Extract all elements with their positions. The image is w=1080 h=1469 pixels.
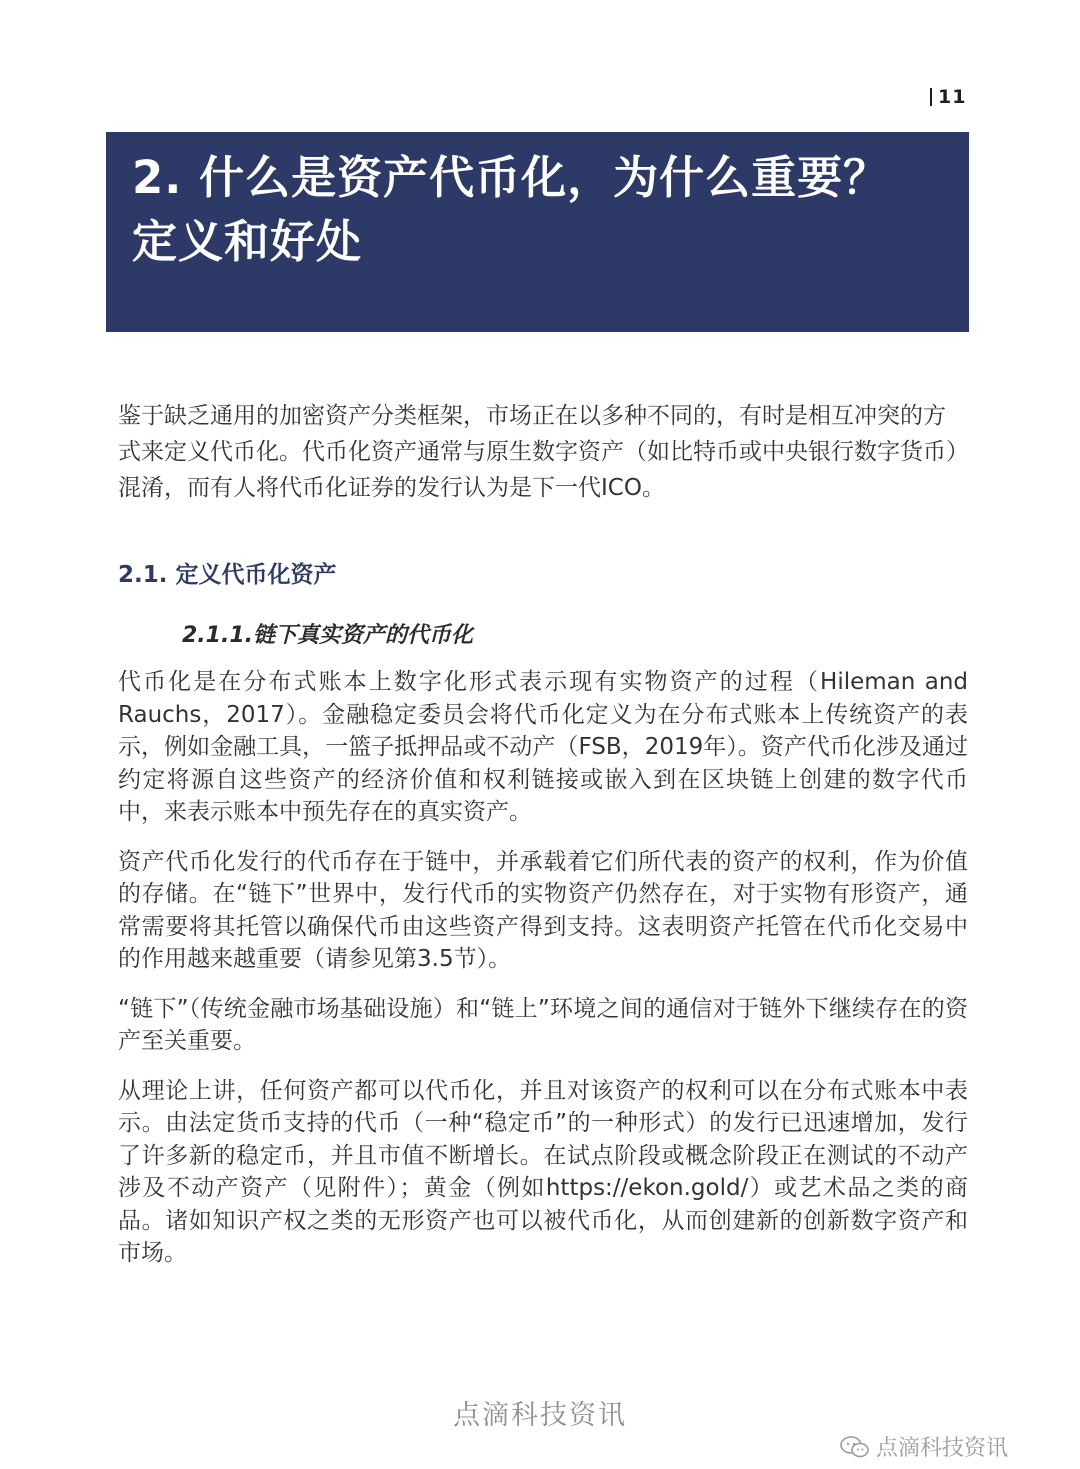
wechat-icon: [840, 1435, 870, 1459]
page-number: [930, 86, 966, 108]
body-paragraph-3: “链下”（传统金融市场基础设施）和“链上”环境之间的通信对于链外下继续存在的资产至关重要。: [118, 995, 968, 1054]
section-heading: 2.1. 定义代币化资产: [118, 562, 337, 588]
body-paragraph-1: 代币化是在分布式账本上数字化形式表示现有实物资产的过程（Hileman and Rauchs，2017）。金融稳定委员会将代币化定义为在分布式账本上传统资产的表示，例如金融工具，一篮子抵押品或不动产（FSB，2019年）。资产代币化涉及通过约定将源自这些资产的经济价值和权利链接或嵌入到在区块链上创建的数字代币中，来表示账本中预先存在的真实资产。: [118, 669, 968, 825]
chapter-title-line-1: 2. 什么是资产代币化，为什么重要？: [132, 151, 890, 204]
subsection-heading: 2.1.1.链下真实资产的代币化: [182, 623, 473, 648]
page-number-value: 11: [938, 86, 967, 108]
wechat-watermark: [840, 1431, 1008, 1462]
wechat-label: 点滴科技资讯: [876, 1436, 1009, 1461]
intro-paragraph-block: [118, 398, 968, 506]
body-paragraph-4: 从理论上讲，任何资产都可以代币化，并且对该资产的权利可以在分布式账本中表示。由法定货币支持的代币（一种“稳定币”的一种形式）的发行已迅速增加，发行了许多新的稳定币，并且市值不断增长。在试点阶段或概念阶段正在测试的不动产涉及不动产资产（见附件）；黄金（例如https://ekon.gold/）或艺术品之类的商品。诸如知识产权之类的无形资产也可以被代币化，从而创建新的创新数字资产和市场。: [118, 1077, 968, 1266]
body-text: [118, 666, 968, 1287]
page-number-divider: [930, 88, 932, 106]
chapter-title-banner: [106, 132, 969, 332]
chapter-title-line-2: 定义和好处: [132, 215, 363, 268]
footer-brand: 点滴科技资讯: [453, 1400, 627, 1431]
intro-paragraph: 鉴于缺乏通用的加密资产分类框架，市场正在以多种不同的，有时是相互冲突的方式来定义代币化。代币化资产通常与原生数字资产（如比特币或中央银行数字货币）混淆，而有人将代币化证券的发行认为是下一代ICO。: [118, 403, 958, 501]
body-paragraph-2: 资产代币化发行的代币存在于链中，并承载着它们所代表的资产的权利，作为价值的存储。在“链下”世界中，发行代币的实物资产仍然存在，对于实物有形资产，通常需要将其托管以确保代币由这些资产得到支持。这表明资产托管在代币化交易中的作用越来越重要（请参见第3.5节）。: [118, 848, 968, 972]
